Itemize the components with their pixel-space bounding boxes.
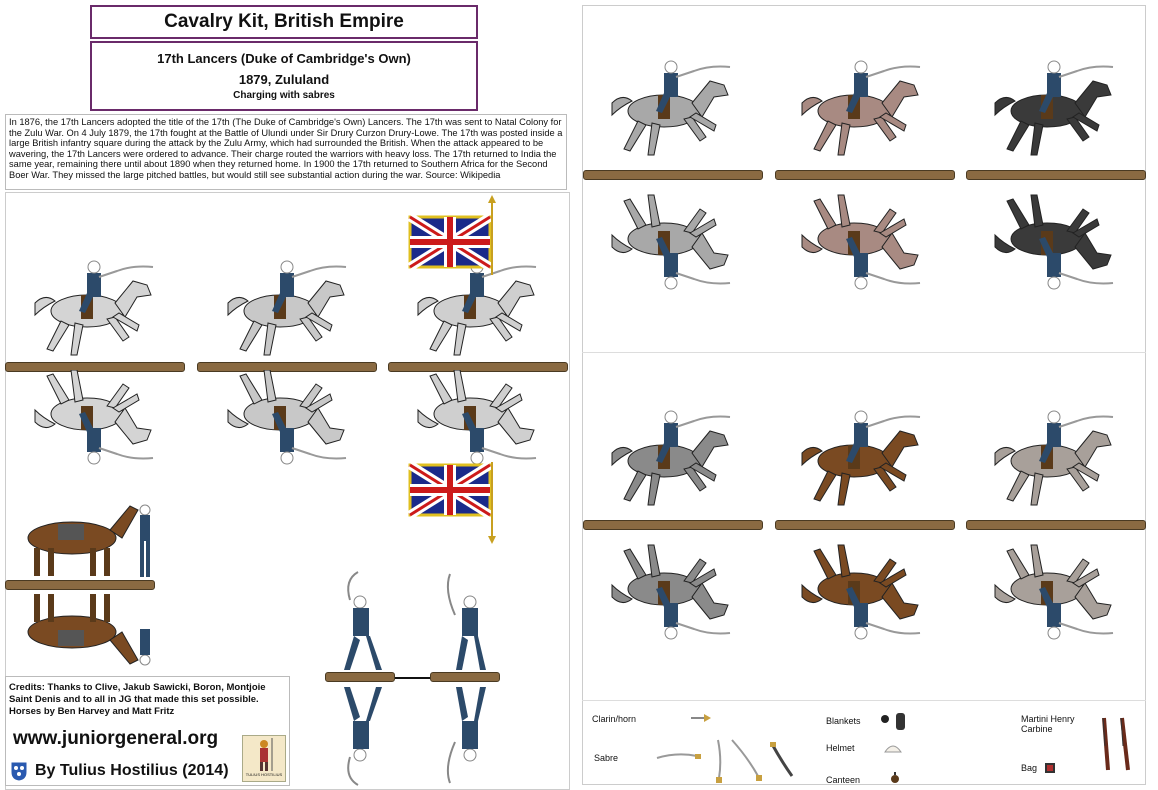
blankets-label: Blankets bbox=[826, 716, 861, 726]
dismounted-horse-sprite bbox=[12, 500, 157, 580]
base-bar bbox=[966, 520, 1146, 530]
unit-box bbox=[90, 41, 478, 111]
sabre-icon bbox=[655, 750, 703, 764]
year-place: 1879, Zululand bbox=[238, 72, 330, 87]
base-bar bbox=[430, 672, 500, 682]
shield-icon bbox=[9, 760, 29, 782]
scabbard-icon bbox=[768, 740, 798, 782]
base-bar bbox=[5, 580, 155, 590]
action-caption: Charging with sabres bbox=[233, 90, 335, 101]
connector-line bbox=[395, 677, 430, 679]
cavalry-sprite-8 bbox=[792, 395, 932, 520]
author-line bbox=[9, 760, 229, 782]
cavalry-sprite-2 bbox=[218, 245, 358, 365]
base-bar bbox=[966, 170, 1146, 180]
foot-soldier-sprite-1 bbox=[330, 570, 390, 675]
cavalry-sprite-9 bbox=[985, 395, 1125, 520]
sabre-vertical-icon bbox=[712, 738, 726, 786]
canteen-label: Canteen bbox=[826, 775, 861, 785]
foot-soldier-reflection-2 bbox=[440, 682, 500, 787]
website-link[interactable]: www.juniorgeneral.org bbox=[13, 728, 219, 749]
cavalry-sprite-6-reflection bbox=[985, 180, 1125, 305]
sabre-label: Sabre bbox=[594, 753, 619, 763]
cavalry-sprite-4-reflection bbox=[602, 180, 742, 305]
credits-line: Credits: Thanks to Clive, Jakub Sawicki, Boron, Montjoie bbox=[9, 682, 266, 693]
author-logo bbox=[242, 735, 286, 782]
author-name: By Tulius Hostilius (2014) bbox=[35, 762, 229, 779]
clarion-label: Clarin/horn bbox=[592, 714, 637, 724]
canteen-icon bbox=[890, 772, 900, 784]
base-bar bbox=[583, 170, 763, 180]
panel-divider bbox=[582, 352, 1146, 353]
sheet-title: Cavalry Kit, British Empire bbox=[90, 5, 478, 39]
credits-line: Horses by Ben Harvey and Matt Fritz bbox=[9, 706, 175, 717]
blanket-icon bbox=[880, 712, 910, 732]
cavalry-sprite-5-reflection bbox=[792, 180, 932, 305]
base-bar bbox=[775, 520, 955, 530]
union-jack-flag-reflection-icon bbox=[408, 460, 498, 545]
union-jack-flag-icon bbox=[408, 195, 498, 275]
credits-line: Saint Denis and to all in JG that made this set possible. bbox=[9, 694, 259, 705]
dismounted-horse-reflection bbox=[12, 590, 157, 670]
base-bar bbox=[583, 520, 763, 530]
pith-helmet-icon bbox=[884, 742, 902, 754]
carbine-label: Martini Henry Carbine bbox=[1021, 714, 1075, 734]
cavalry-sprite-7 bbox=[602, 395, 742, 520]
cavalry-sprite-2-reflection bbox=[218, 370, 358, 480]
history-text: In 1876, the 17th Lancers adopted the title of the 17th (The Duke of Cambridge's Own) Lancers. The 17th was sent to Natal Colony for the Zulu War. On 4 July 1879, the 17th fought at the Battle of Ulundi under Sir Drury Curzon Drury-Lowe. The 17th was posted inside a large British infantry square during the attack by the Zulu Army, which had surrounded the British. When the attack appeared to be wavering, the 17th Lancers were ordered to advance. Their charge routed the warriors with heavy loss. The 17th returned to India the same year, remaining there until about 1890 when they returned home. In 1900 the 17th returned to Southern Africa for the Second Boer War. They missed the large pitched battles, but would still see substantial action during the war. Source: Wikipedia bbox=[5, 114, 567, 190]
base-bar bbox=[775, 170, 955, 180]
bag-icon bbox=[1044, 762, 1056, 774]
horn-icon bbox=[690, 714, 712, 722]
cavalry-sprite-8-reflection bbox=[792, 530, 932, 655]
cavalry-sprite-7-reflection bbox=[602, 530, 742, 655]
helmet-label: Helmet bbox=[826, 743, 855, 753]
base-bar bbox=[325, 672, 395, 682]
sabre-diagonal-icon bbox=[730, 738, 766, 784]
logo-caption: TULIUS HOSTILIUS bbox=[245, 772, 283, 777]
cavalry-sprite-1-reflection bbox=[25, 370, 165, 480]
foot-soldier-sprite-2 bbox=[440, 570, 500, 675]
foot-soldier-reflection-1 bbox=[330, 682, 390, 787]
carbine-icon bbox=[1098, 716, 1138, 774]
cavalry-sprite-1 bbox=[25, 245, 165, 365]
cavalry-sprite-5 bbox=[792, 45, 932, 170]
cavalry-sprite-4 bbox=[602, 45, 742, 170]
unit-name: 17th Lancers (Duke of Cambridge's Own) bbox=[157, 51, 411, 66]
soldier-logo-icon bbox=[243, 736, 285, 772]
cavalry-sprite-9-reflection bbox=[985, 530, 1125, 655]
cavalry-sprite-6 bbox=[985, 45, 1125, 170]
panel-divider bbox=[582, 700, 1146, 701]
bag-label: Bag bbox=[1021, 763, 1038, 773]
